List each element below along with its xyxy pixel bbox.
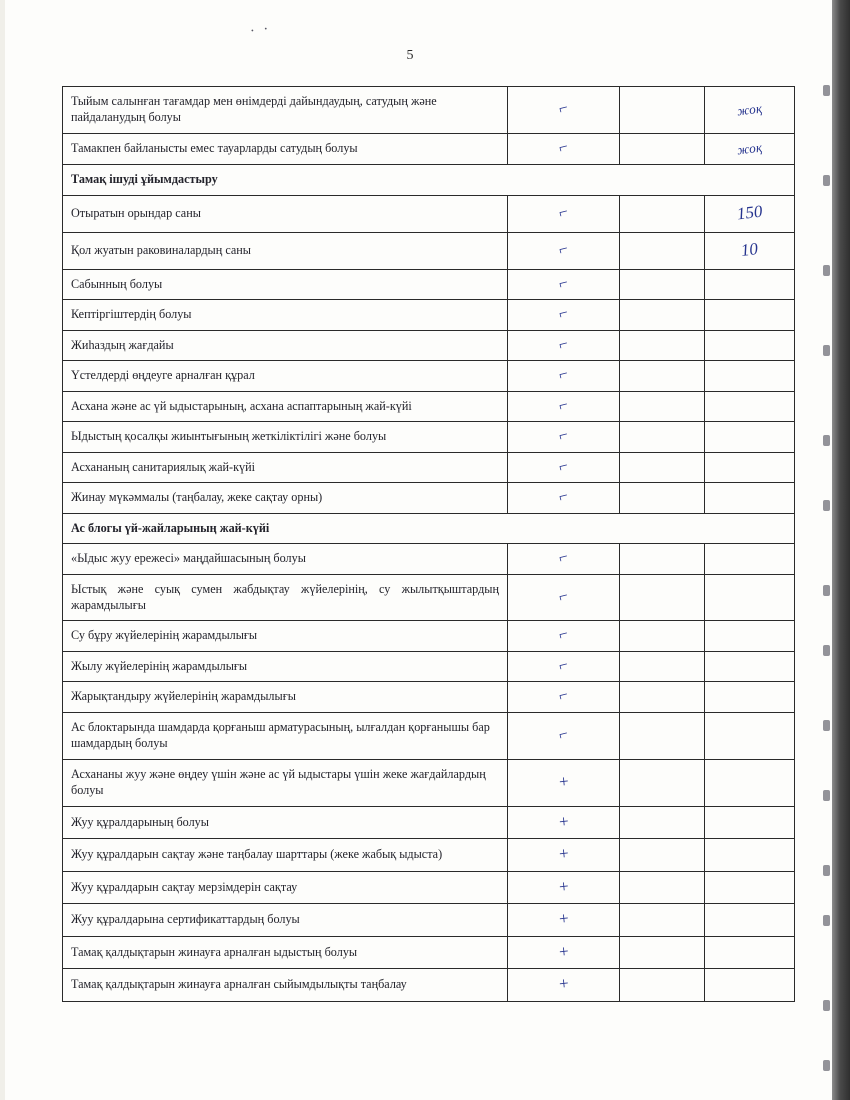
- row-middle: [620, 871, 705, 903]
- pen-mark: ⌐: [556, 426, 570, 446]
- pen-mark: ⌐: [556, 365, 570, 385]
- pen-mark: +: [557, 908, 570, 929]
- page-number: 5: [406, 48, 414, 63]
- row-note: [705, 87, 795, 134]
- row-label: Ыстық және суық сумен жабдықтау жүйелерінің, су жылытқыштардың жарамдылығы: [63, 574, 508, 621]
- row-mark: [508, 133, 620, 165]
- row-mark: [508, 806, 620, 838]
- table-row: [63, 839, 795, 871]
- row-mark: [508, 422, 620, 452]
- table-row: [63, 682, 795, 712]
- pen-mark: ⌐: [556, 656, 570, 675]
- row-middle: [620, 422, 705, 452]
- pen-mark: ⌐: [556, 395, 570, 415]
- row-note: [705, 574, 795, 621]
- row-mark: [508, 871, 620, 903]
- table-row: [63, 300, 795, 330]
- row-note: [705, 422, 795, 452]
- row-mark: [508, 87, 620, 134]
- row-mark: [508, 195, 620, 232]
- table-row: [63, 361, 795, 391]
- row-label: Асхананы жуу және өңдеу үшін және ас үй ыдыстары үшін жеке жағдайлардың болуы: [63, 759, 508, 806]
- pen-mark: ⌐: [556, 725, 570, 744]
- pen-mark: ⌐: [556, 304, 570, 324]
- row-label: «Ыдыс жуу ережесі» маңдайшасының болуы: [63, 544, 508, 574]
- row-note: [705, 651, 795, 681]
- row-note: [705, 195, 795, 232]
- row-middle: [620, 452, 705, 482]
- table-row: [63, 936, 795, 968]
- table-row: [63, 806, 795, 838]
- row-label: Үстелдерді өңдеуге арналған құрал: [63, 361, 508, 391]
- pen-mark: +: [557, 876, 570, 897]
- section-heading: Тамақ ішуді ұйымдастыру: [63, 165, 795, 195]
- row-label: Жиһаздың жағдайы: [63, 330, 508, 360]
- pen-mark: +: [557, 771, 570, 792]
- row-mark: [508, 483, 620, 513]
- row-note: [705, 936, 795, 968]
- row-note: [705, 452, 795, 482]
- row-mark: [508, 936, 620, 968]
- pen-mark: ⌐: [556, 274, 570, 293]
- pen-mark: ⌐: [556, 686, 570, 706]
- row-label: Жуу құралдарын сақтау мерзімдерін сақтау: [63, 871, 508, 903]
- table-row: [63, 422, 795, 452]
- row-note: [705, 361, 795, 391]
- row-label: Жуу құралдарына сертификаттардың болуы: [63, 904, 508, 936]
- table-row: [63, 871, 795, 903]
- row-label: Тамақ қалдықтарын жинауға арналған ыдыстың болуы: [63, 936, 508, 968]
- row-note: [705, 269, 795, 299]
- pen-mark: ⌐: [556, 240, 570, 259]
- row-mark: [508, 682, 620, 712]
- pen-mark: +: [557, 973, 570, 994]
- row-label: Жарықтандыру жүйелерінің жарамдылығы: [63, 682, 508, 712]
- table-section-row: [63, 165, 795, 195]
- row-mark: [508, 269, 620, 299]
- table-row: [63, 712, 795, 759]
- scan-edge-marks: [820, 0, 832, 1100]
- row-label: Жылу жүйелерінің жарамдылығы: [63, 651, 508, 681]
- row-middle: [620, 969, 705, 1001]
- row-note: [705, 712, 795, 759]
- row-mark: [508, 969, 620, 1001]
- row-label: Ыдыстың қосалқы жиынтығының жеткіліктілігі және болуы: [63, 422, 508, 452]
- row-middle: [620, 544, 705, 574]
- row-middle: [620, 232, 705, 269]
- table-row: [63, 195, 795, 232]
- handwritten-note: 150: [735, 201, 764, 224]
- row-mark: [508, 391, 620, 421]
- pen-mark: +: [557, 843, 570, 864]
- pen-mark: ⌐: [556, 203, 570, 223]
- row-label: Асхана және ас үй ыдыстарының, асхана аспаптарының жай-күйі: [63, 391, 508, 421]
- section-heading: Ас блогы үй-жайларының жай-күйі: [63, 513, 795, 543]
- row-label: Асхананың санитариялық жай-күйі: [63, 452, 508, 482]
- table-row: [63, 269, 795, 299]
- pen-mark: ⌐: [556, 625, 570, 645]
- handwritten-note: 10: [739, 238, 759, 260]
- table-row: [63, 483, 795, 513]
- row-note: [705, 544, 795, 574]
- row-label: Сабынның болуы: [63, 269, 508, 299]
- row-mark: [508, 300, 620, 330]
- table-row: [63, 330, 795, 360]
- row-mark: [508, 904, 620, 936]
- scan-right-edge: [832, 0, 850, 1100]
- row-label: Тамақ қалдықтарын жинауға арналған сыйымдылықты таңбалау: [63, 969, 508, 1001]
- row-note: [705, 806, 795, 838]
- row-middle: [620, 391, 705, 421]
- row-label: Су бұру жүйелерінің жарамдылығы: [63, 621, 508, 651]
- row-mark: [508, 544, 620, 574]
- pen-mark: ⌐: [556, 548, 570, 567]
- table-row: [63, 574, 795, 621]
- row-middle: [620, 621, 705, 651]
- row-label: Тамакпен байланысты емес тауарларды сатудың болуы: [63, 133, 508, 165]
- row-mark: [508, 621, 620, 651]
- row-mark: [508, 651, 620, 681]
- pen-mark: ⌐: [556, 99, 570, 119]
- row-note: [705, 871, 795, 903]
- row-mark: [508, 712, 620, 759]
- table-row: [63, 133, 795, 165]
- row-note: [705, 483, 795, 513]
- pen-mark: ⌐: [556, 334, 570, 354]
- row-middle: [620, 759, 705, 806]
- table-row: [63, 391, 795, 421]
- table-row: [63, 452, 795, 482]
- row-middle: [620, 133, 705, 165]
- row-mark: [508, 759, 620, 806]
- pen-mark: +: [557, 811, 570, 832]
- table-row: [63, 759, 795, 806]
- row-middle: [620, 269, 705, 299]
- row-mark: [508, 839, 620, 871]
- row-note: [705, 300, 795, 330]
- row-note: [705, 133, 795, 165]
- row-label: Жуу құралдарының болуы: [63, 806, 508, 838]
- pen-mark: ⌐: [556, 456, 570, 476]
- table-row: [63, 904, 795, 936]
- row-note: [705, 969, 795, 1001]
- handwritten-note: жоқ: [736, 100, 763, 119]
- row-middle: [620, 300, 705, 330]
- row-mark: [508, 574, 620, 621]
- inspection-checklist-table: [62, 86, 795, 1002]
- row-middle: [620, 651, 705, 681]
- pen-mark: ⌐: [556, 487, 570, 506]
- row-label: Отыратын орындар саны: [63, 195, 508, 232]
- row-middle: [620, 839, 705, 871]
- table-row: [63, 969, 795, 1001]
- row-note: [705, 904, 795, 936]
- row-middle: [620, 330, 705, 360]
- table-body: [63, 87, 795, 1002]
- table-row: [63, 651, 795, 681]
- handwritten-note: жоқ: [736, 139, 763, 158]
- row-label: Кептіргіштердің болуы: [63, 300, 508, 330]
- row-middle: [620, 87, 705, 134]
- row-middle: [620, 682, 705, 712]
- row-label: Қол жуатын раковиналардың саны: [63, 232, 508, 269]
- row-note: [705, 839, 795, 871]
- row-middle: [620, 712, 705, 759]
- row-mark: [508, 232, 620, 269]
- row-note: [705, 759, 795, 806]
- row-note: [705, 391, 795, 421]
- row-middle: [620, 483, 705, 513]
- pen-mark: ⌐: [556, 138, 570, 158]
- row-note: [705, 621, 795, 651]
- table-row: [63, 232, 795, 269]
- table-row: [63, 621, 795, 651]
- row-middle: [620, 806, 705, 838]
- row-middle: [620, 574, 705, 621]
- table-row: [63, 544, 795, 574]
- row-middle: [620, 936, 705, 968]
- table-section-row: [63, 513, 795, 543]
- row-mark: [508, 330, 620, 360]
- scan-left-margin: [0, 0, 5, 1100]
- pen-mark: ⌐: [556, 586, 570, 606]
- row-note: [705, 232, 795, 269]
- pen-mark: +: [557, 941, 570, 962]
- row-middle: [620, 904, 705, 936]
- row-label: Жинау мүкәммалы (таңбалау, жеке сақтау орны): [63, 483, 508, 513]
- table-row: [63, 87, 795, 134]
- row-label: Тыйым салынған тағамдар мен өнімдерді дайындаудың, сатудың және пайдаланудың болуы: [63, 87, 508, 134]
- row-label: Ас блоктарында шамдарда қорғаныш арматурасының, ылғалдан қорғанышы бар шамдардың болуы: [63, 712, 508, 759]
- handwritten-scribble: . .: [248, 16, 272, 36]
- row-mark: [508, 361, 620, 391]
- row-middle: [620, 195, 705, 232]
- row-mark: [508, 452, 620, 482]
- row-middle: [620, 361, 705, 391]
- row-note: [705, 682, 795, 712]
- row-label: Жуу құралдарын сақтау және таңбалау шарттары (жеке жабық ыдыста): [63, 839, 508, 871]
- row-note: [705, 330, 795, 360]
